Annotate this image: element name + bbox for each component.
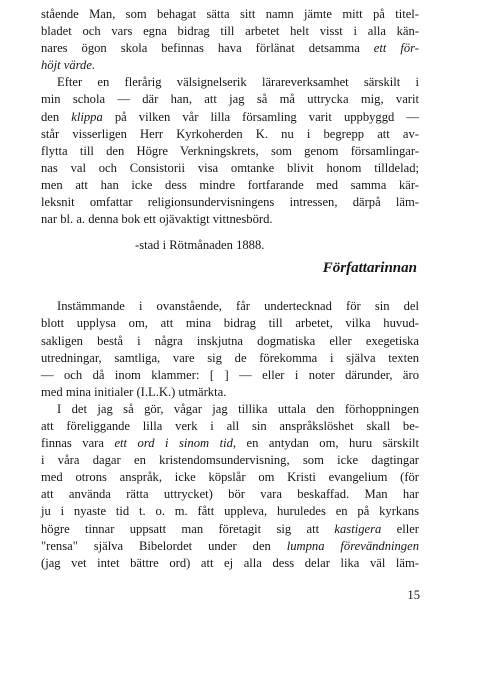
signature: Författarinnan — [322, 260, 417, 277]
dateline: -stad i Rötmånaden 1888. — [135, 238, 265, 253]
text-line: nas val och Consistorii visa omtanke blivit honom tilldelad; — [41, 160, 419, 175]
text-line: stående Man, som behagat sätta sitt namn jämte mitt på titel- — [41, 7, 419, 21]
text-line: med otrons anspråk, icke köpslår om Kristi evangelium (för — [41, 470, 419, 485]
text-line: I det jag så gör, vågar jag tillika uttala den förhoppningen — [57, 401, 419, 416]
page-text — [41, 6, 419, 572]
text-line: står visserligen Herr Kyrkoherden K. nu i begrepp att av- — [41, 126, 419, 141]
text-line: högre tinnar uppsatt man företagit sig att kastigera eller — [41, 521, 419, 536]
italic-phrase: klippa — [71, 109, 103, 124]
italic-phrase: lumpna förevändningen — [286, 538, 419, 553]
text-line: bladet och vars egna bidrag till arbetet helt visst i alla kän- — [41, 24, 419, 39]
text-line: blott upplysa om, att mina bidrag till arbetet, vilka huvud- — [41, 316, 419, 331]
italic-phrase: höjt värde. — [41, 58, 96, 73]
text-line: Instämmande i ovanstående, får undertecknad för sin del — [57, 299, 419, 314]
text-line: finnas vara ett ord i sinom tid, en antydan om, huru särskilt — [41, 436, 419, 451]
text-line: utredningar, samtliga, vare sig de förekomma i själva texten — [41, 350, 419, 365]
text-line: i våra dagar en kristendomsundervisning, som icke dagtingar — [41, 453, 419, 468]
text-line: med mina initialer (I.L.K.) utmärkta. — [41, 384, 227, 399]
text-line: nar bl. a. denna bok ett ojävaktigt vittnesbörd. — [41, 212, 273, 227]
italic-phrase: ett för- — [373, 41, 419, 56]
text-line: att använda rätta uttrycket) bör vara beskaffad. Man har — [41, 487, 419, 502]
page-number: 15 — [407, 588, 420, 602]
text-line: nares ögon skola befinnas hava förlänat detsamma ett för- — [41, 41, 419, 56]
text-line: — och då inom klammer: [ ] — eller i noter därunder, äro — [41, 367, 419, 382]
text-line — [41, 57, 419, 74]
italic-phrase: kastigera — [334, 521, 382, 536]
text-line: "rensa" själva Bibelordet under den lumpna förevändningen — [41, 538, 419, 553]
text-line: ju i nyaste tid t. o. m. fått uppleva, huruledes en på kyrkans — [41, 504, 419, 519]
text-line: den klippa på vilken vår lilla församling varit uppbyggd — — [41, 109, 419, 124]
editor-note — [41, 298, 419, 572]
text-line: flytta till den Högre Verkningskrets, som genom församlingar- — [41, 143, 419, 158]
text-line: (jag vet intet bättre ord) att ej alla dess delar lika väl läm- — [41, 555, 419, 570]
text-line: sakligen bestå i några inskjutna dogmatiska eller exegetiska — [41, 333, 419, 348]
italic-phrase: ett ord i sinom tid, — [114, 436, 237, 451]
preface-text — [41, 6, 419, 278]
text-line: leksnit omfattar religionsundervisningens intressen, därpå läm- — [41, 195, 419, 210]
text-line: men att han icke dess mindre fortfarande med samma kär- — [41, 177, 419, 192]
text-line: att föreliggande lilla verk i all sin anspråkslöshet skall be- — [41, 418, 419, 433]
text-line: Efter en flerårig välsignelserik lärareverksamhet särskilt i — [57, 75, 419, 90]
text-line: min schola — där han, att jag så må uttrycka mig, varit — [41, 92, 419, 107]
